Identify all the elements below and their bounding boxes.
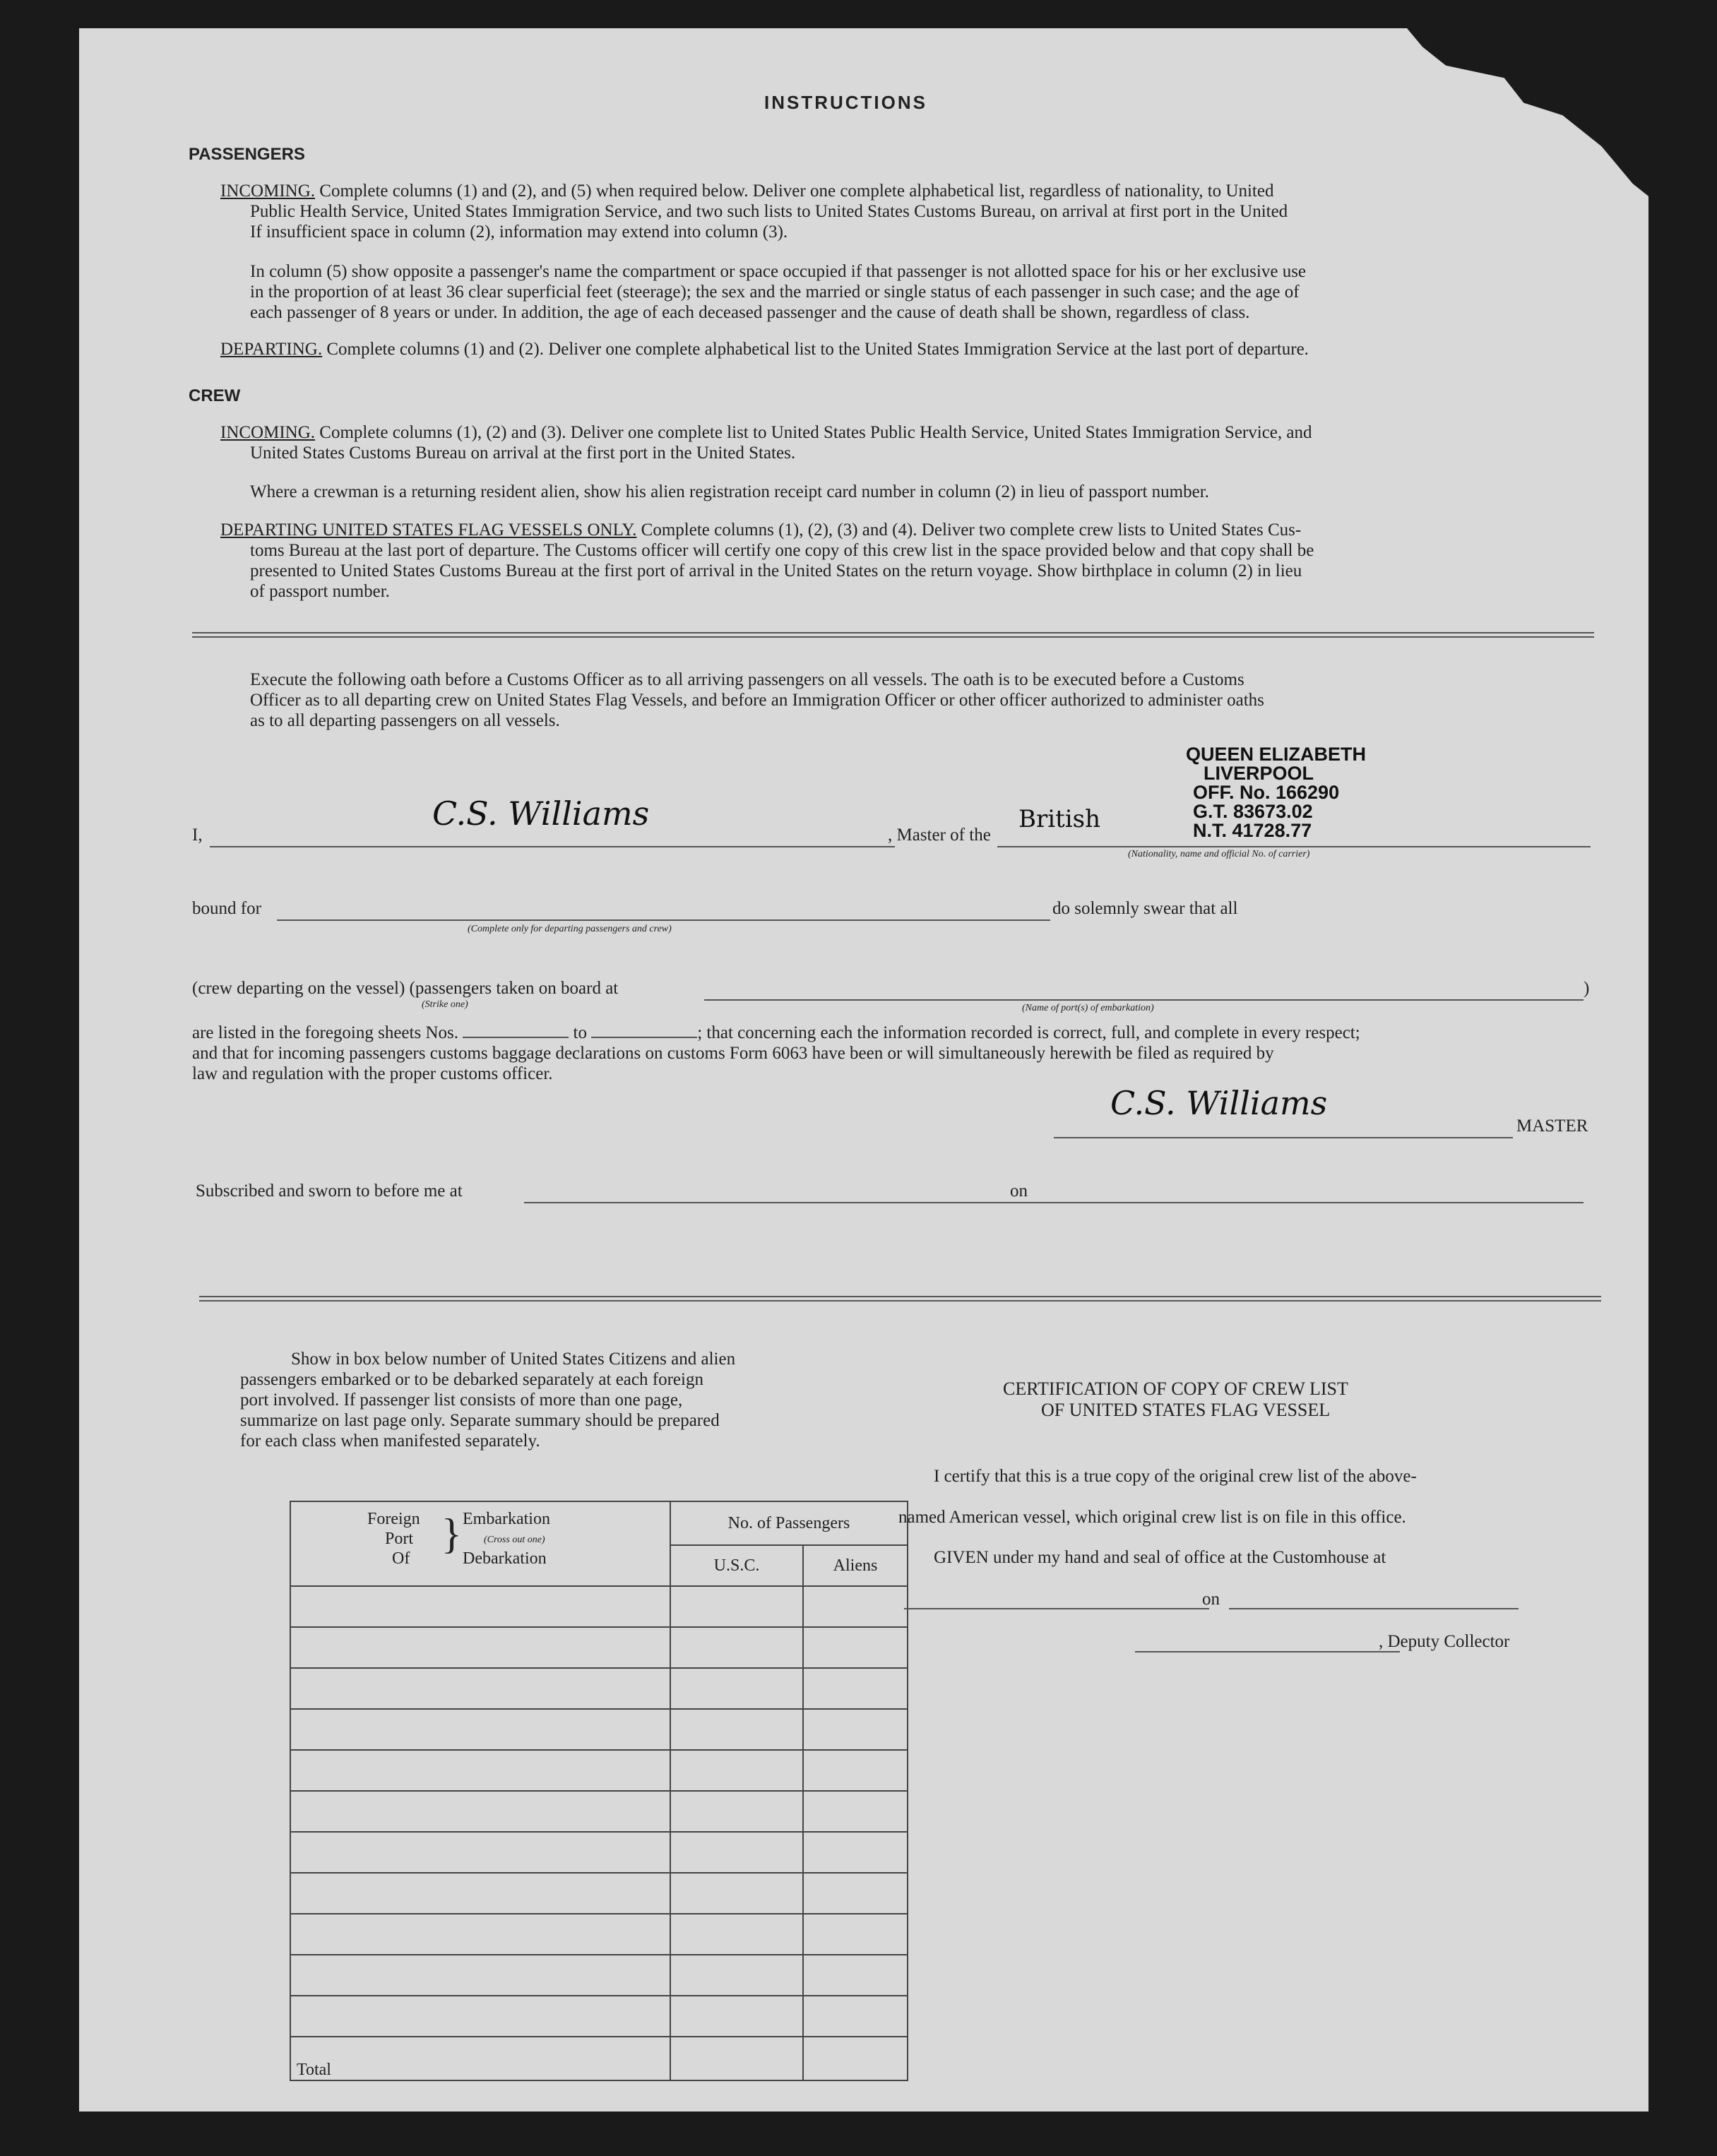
subscribed-date-line [1047,1202,1584,1203]
certification-title-2: OF UNITED STATES FLAG VESSEL [1041,1400,1331,1420]
table-row [290,2037,908,2080]
master-signature-line [1054,1137,1513,1138]
torn-corner [1407,28,1717,339]
passengers-departing-label: DEPARTING. [220,340,323,359]
bound-for-caption: (Complete only for departing passengers and crew) [468,924,672,934]
certification-title-1: CERTIFICATION OF COPY OF CREW LIST [1003,1378,1348,1399]
summary-instr-2: passengers embarked or to be debarked separately at each foreign [240,1370,703,1389]
deputy-collector: , Deputy Collector [1379,1632,1510,1651]
col-cross-out: (Cross out one) [484,1535,545,1545]
summary-instr-5: for each class when manifested separately. [240,1431,540,1451]
certification-text-1: I certify that this is a true copy of the original crew list of the above- [934,1467,1417,1486]
stamp-line: G.T. 83673.02 [1193,801,1313,822]
table-row [290,1627,908,1668]
table-row [290,1709,908,1750]
embarkation-line [704,999,1584,1001]
table-row [290,1914,908,1955]
col-debarkation: Debarkation [463,1549,547,1568]
table-row [290,1996,908,2037]
carrier-line [997,846,1591,847]
passengers-column5-text-1: In column (5) show opposite a passenger's name the compartment or space occupied if that passenger is not allotted space for his or her exclusive use [250,262,1307,281]
subscribed-on-text: on [1010,1181,1028,1201]
table-row [290,1832,908,1873]
passengers-incoming-text-2: Public Health Service, United States Immigration Service, and two such lists to United States Customs Bureau, on arrival at first port in the United [250,202,1288,221]
crew-departing-text-1: Complete columns (1), (2), (3) and (4). Deliver two complete crew lists to United States Cus- [641,520,1302,540]
solemnly-swear-text: do solemnly swear that all [1052,899,1238,918]
page-title: INSTRUCTIONS [764,92,927,113]
listed-correct-text: ; that concerning each the information recorded is correct, full, and complete in every respect; [697,1023,1360,1042]
col-port: Port [385,1530,414,1548]
passengers-incoming-text-1: Complete columns (1) and (2), and (5) when required below. Deliver one complete alphabetical list, regardless of nationality, to United [319,181,1274,201]
listed-baggage-text: and that for incoming passengers customs baggage declarations on customs Form 6063 have been or will simultaneously herewith be filed as required by [192,1044,1274,1063]
col-usc: U.S.C. [670,1545,803,1586]
bound-for-label: bound for [192,899,261,918]
listed-sheets-text: are listed in the foregoing sheets Nos. [192,1023,458,1042]
master-signature-2: C.S. Williams [1110,1084,1328,1122]
table-row [290,1750,908,1791]
stamp-line: N.T. 41728.77 [1193,820,1312,841]
certification-on: on [1202,1590,1220,1609]
table-row [290,1955,908,1996]
subscribed-text: Subscribed and sworn to before me at [196,1181,463,1201]
passengers-departing-text: Complete columns (1) and (2). Deliver one complete alphabetical list to the United States Immigration Service at the last port of departure. [326,340,1309,359]
table-row [290,1668,908,1709]
summary-instr-1: Show in box below number of United States Citizens and alien [291,1350,736,1369]
bound-for-line [277,919,1050,921]
col-no-passengers: No. of Passengers [670,1501,908,1545]
listed-to-text: to [573,1023,587,1042]
passenger-summary-table [290,1501,908,2081]
stamp-line: QUEEN ELIZABETH [1186,744,1367,765]
close-paren: ) [1584,979,1590,998]
crew-departing-text-3: presented to United States Customs Bureau at the first port of arrival in the United States on the return voyage. Show birthplace in column (2) in lieu [250,561,1302,580]
vessel-stamp [1165,745,1366,840]
nationality-caption: (Nationality, name and official No. of carrier) [1128,849,1310,859]
crew-incoming-text-2: United States Customs Bureau on arrival at the first port in the United States. [250,443,796,463]
crew-departing-text-4: of passport number. [250,582,390,601]
stamp-line: LIVERPOOL [1204,763,1314,784]
passengers-incoming-label: INCOMING. [220,181,316,201]
section-divider-2 [199,1296,1601,1302]
certification-given: GIVEN under my hand and seal of office at the Customhouse at [934,1548,1386,1567]
table-row [290,1873,908,1914]
listed-regulation-text: law and regulation with the proper customs officer. [192,1064,553,1083]
oath-instructions-1: Execute the following oath before a Customs Officer as to all arriving passengers on all vessels. The oath is to be executed before a Customs [250,670,1244,689]
master-label: MASTER [1516,1116,1588,1136]
nationality-handwritten: British [1018,805,1100,833]
deputy-line [1135,1651,1400,1652]
col-aliens: Aliens [803,1545,908,1586]
stamp-line: OFF. No. 166290 [1193,782,1340,803]
crew-alien-text: Where a crewman is a returning resident alien, show his alien registration receipt card number in column (2) in lieu of passport number. [250,482,1209,501]
crew-incoming-label: INCOMING. [220,423,316,442]
master-signature: C.S. Williams [432,794,650,833]
brace: } [441,1511,462,1557]
passengers-heading: PASSENGERS [189,145,305,164]
customhouse-line [904,1608,1209,1609]
ports-caption: (Name of port(s) of embarkation) [1022,1003,1154,1013]
crew-departing-label: DEPARTING UNITED STATES FLAG VESSELS ONLY. [220,520,637,540]
col-foreign: Foreign [367,1510,420,1528]
oath-i-label: I, [192,826,203,845]
passengers-column5-text-3: each passenger of 8 years or under. In addition, the age of each deceased passenger and the cause of death shall be shown, regardless of class. [250,303,1250,322]
table-row [290,1791,908,1832]
oath-instructions-3: as to all departing passengers on all vessels. [250,711,560,730]
strike-one-caption: (Strike one) [422,999,468,1010]
col-embarkation: Embarkation [463,1510,550,1528]
subscribed-place-line [524,1202,1071,1203]
document-page [79,28,1648,2112]
total-label: Total [290,2037,670,2080]
oath-instructions-2: Officer as to all departing crew on United States Flag Vessels, and before an Immigration Officer or other officer authorized to administer oaths [250,691,1264,710]
certification-date-line [1229,1608,1519,1609]
passengers-incoming-text-3: If insufficient space in column (2), information may extend into column (3). [250,222,788,242]
crew-heading: CREW [189,386,241,405]
master-of-label: , Master of the [888,826,991,845]
crew-incoming-text-1: Complete columns (1), (2) and (3). Deliver one complete list to United States Public Health Service, United States Immigration Service, and [319,423,1312,442]
crew-departing-option: (crew departing on the vessel) (passengers taken on board at [192,979,619,998]
summary-instr-3: port involved. If passenger list consists of more than one page, [240,1390,683,1410]
col-of: Of [392,1549,410,1568]
master-name-line [210,846,895,847]
table-row [290,1586,908,1627]
summary-instr-4: summarize on last page only. Separate summary should be prepared [240,1411,720,1430]
certification-text-2: named American vessel, which original crew list is on file in this office. [898,1508,1406,1527]
crew-departing-text-2: toms Bureau at the last port of departure. The Customs officer will certify one copy of this crew list in the space provided below and that copy shall be [250,541,1314,560]
section-divider [192,632,1594,638]
passengers-column5-text-2: in the proportion of at least 36 clear superficial feet (steerage); the sex and the married or single status of each passenger in such case; and the age of [250,282,1300,302]
